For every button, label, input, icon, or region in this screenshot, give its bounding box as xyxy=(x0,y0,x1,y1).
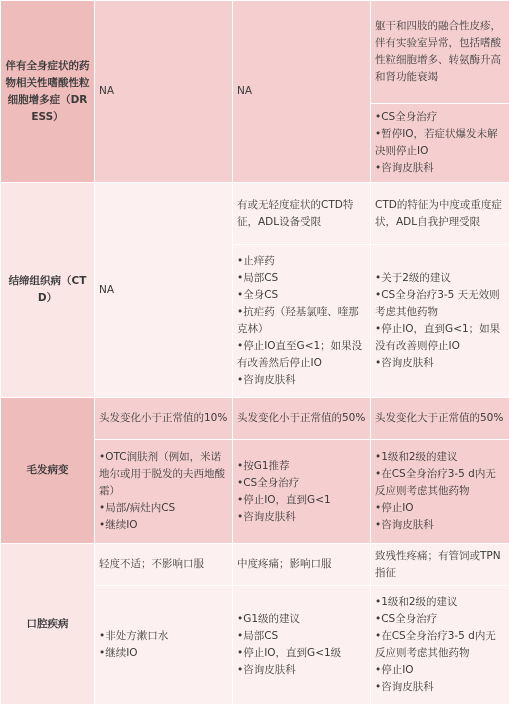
list-item: •咨询皮肤科 xyxy=(237,510,296,523)
table-row xyxy=(1,1,509,104)
ctd-col3-desc: CTD的特征为中度或重度症状，ADL自我护理受限 xyxy=(371,183,509,245)
list-item: •CS全身治疗3-5 天无效则考虑其他药物 xyxy=(375,289,500,318)
dress-col2: NA xyxy=(233,1,371,183)
list-item: •咨询皮肤科 xyxy=(375,357,434,369)
list-item: •1级和2级的建议 xyxy=(375,596,458,608)
ctd-col2-mgmt xyxy=(233,245,371,398)
list-item: •OTC润肤剂（例如，米诺地尔或用于脱发的夫西地酸霜） xyxy=(99,451,225,497)
list-item: •CS全身治疗 xyxy=(375,613,438,625)
list-item: •局部CS xyxy=(237,630,279,642)
ctd-col1: NA xyxy=(95,183,233,398)
hair-col2-desc: 头发变化小于正常值的50% xyxy=(233,398,371,440)
list-item: •停止IO xyxy=(375,502,414,514)
oral-col1-mgmt xyxy=(95,586,233,705)
ctd-col2-desc: 有或无轻度症状的CTD特征，ADL设备受限 xyxy=(233,183,371,245)
list-item: •咨询皮肤科 xyxy=(375,162,434,174)
row-name-hair: 毛发病变 xyxy=(1,398,95,544)
list-item: •停止IO直至G<1；如果没有改善然后停止IO xyxy=(237,340,363,369)
list-item: •继续IO xyxy=(99,519,138,531)
hair-col2-mgmt xyxy=(233,440,371,544)
hair-col1-mgmt xyxy=(95,440,233,544)
list-item: •咨询皮肤科 xyxy=(375,681,434,693)
table-row xyxy=(1,183,509,245)
hair-col3-mgmt xyxy=(371,440,509,544)
list-item: •咨询皮肤科 xyxy=(237,664,296,676)
row-name-ctd: 结缔组织病（CTD） xyxy=(1,183,95,398)
hair-col3-desc: 头发变化大于正常值的50% xyxy=(371,398,509,440)
list-item: •CS全身治疗 xyxy=(375,111,438,123)
list-item: •在CS全身治疗3-5 d内无反应则考虑其他药物 xyxy=(375,468,496,497)
oral-col2-desc: 中度疼痛；影响口服 xyxy=(233,544,371,586)
row-name-oral: 口腔疾病 xyxy=(1,544,95,705)
list-item: •非处方漱口水 xyxy=(99,630,169,642)
oral-col3-mgmt xyxy=(371,586,509,705)
table-row xyxy=(1,398,509,440)
table-row xyxy=(1,544,509,586)
list-item: •停止IO，直到G<1 xyxy=(237,493,331,506)
list-item: •咨询皮肤科 xyxy=(375,519,434,531)
list-item: •全身CS xyxy=(237,289,279,301)
list-item: •局部/病灶内CS xyxy=(99,502,176,514)
dress-col3-desc: 躯干和四肢的融合性皮疹，伴有实验室异常，包括嗜酸性粒细胞增多、转氨酶升高和肾功能衰竭 xyxy=(371,1,509,104)
oral-col2-mgmt xyxy=(233,586,371,705)
list-item: •G1级的建议 xyxy=(237,613,301,625)
hair-col1-desc: 头发变化小于正常值的10% xyxy=(95,398,233,440)
list-item: •1级和2级的建议 xyxy=(375,451,458,463)
list-item: •在CS全身治疗3-5 d内无反应则考虑其他药物 xyxy=(375,630,496,659)
list-item: •关于2级的建议 xyxy=(375,272,451,284)
oral-col1-desc: 轻度不适；不影响口服 xyxy=(95,544,233,586)
list-item: •暂停IO，若症状爆发未解决则停止IO xyxy=(375,128,498,157)
oral-col3-desc: 致残性疼痛；有管饲或TPN指征 xyxy=(371,544,509,586)
dress-col3-mgmt xyxy=(371,104,509,183)
list-item: •CS全身治疗 xyxy=(237,476,300,489)
list-item: •咨询皮肤科 xyxy=(237,374,296,386)
list-item: •停止IO，直到G<1；如果没有改善则停止IO xyxy=(375,323,501,352)
list-item: •停止IO，直到G<1级 xyxy=(237,647,342,659)
list-item: •抗疟药（羟基氯喹、喹那克林） xyxy=(237,306,359,335)
row-name-dress: 伴有全身症状的药物相关性嗜酸性粒细胞增多症（DRESS） xyxy=(1,1,95,183)
list-item: •按G1推荐 xyxy=(237,459,290,472)
ctd-col3-mgmt xyxy=(371,245,509,398)
list-item: •局部CS xyxy=(237,272,279,284)
list-item: •止痒药 xyxy=(237,255,275,267)
list-item: •继续IO xyxy=(99,647,138,659)
list-item: •停止IO xyxy=(375,664,414,676)
dress-col1: NA xyxy=(95,1,233,183)
